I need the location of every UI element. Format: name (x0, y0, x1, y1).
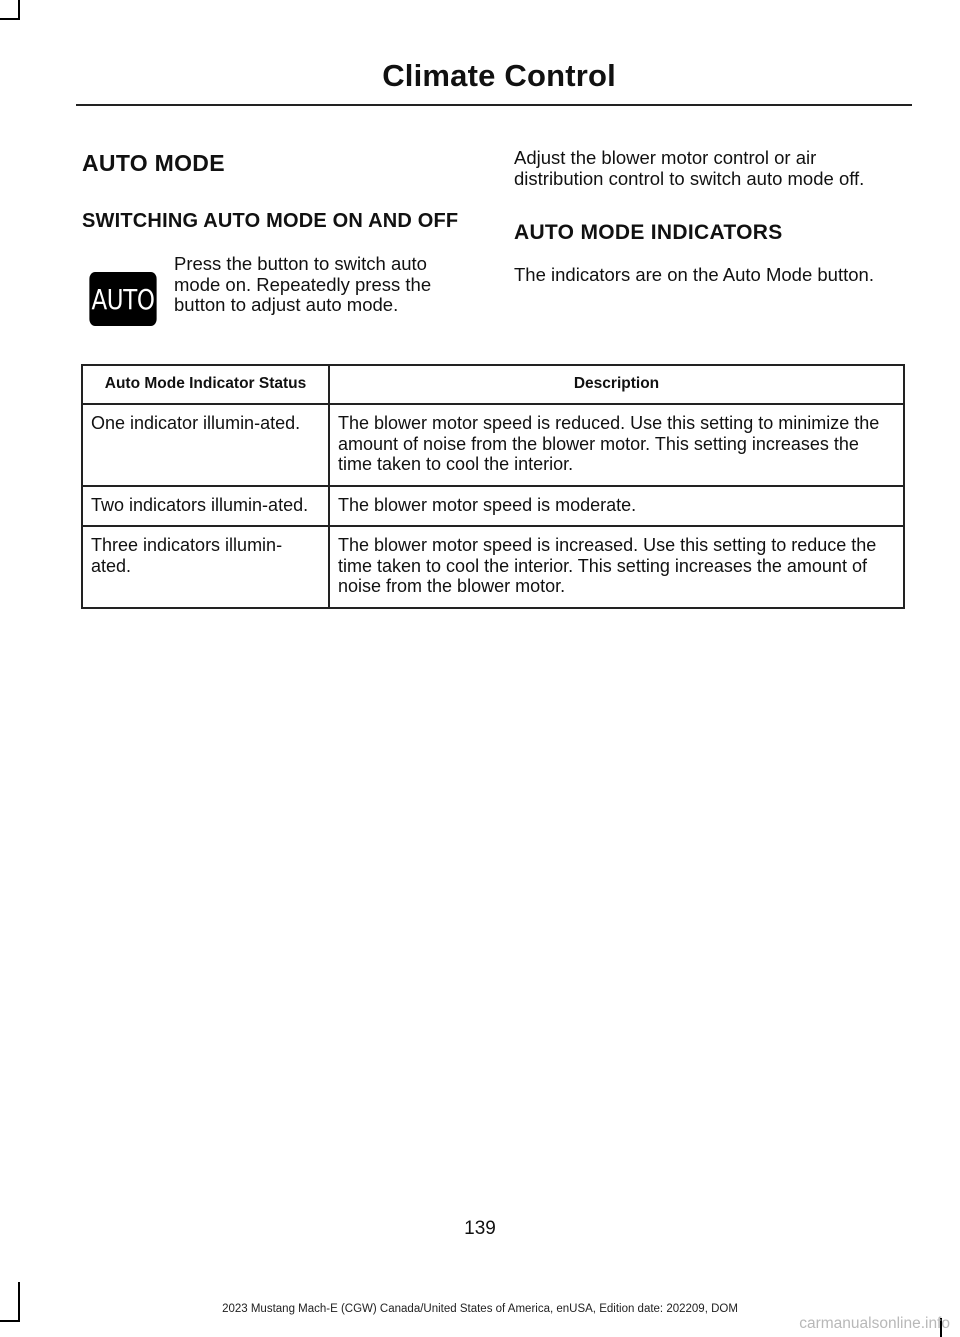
auto-mode-off-text: Adjust the blower motor control or air distribution control to switch auto mode off. (514, 147, 865, 189)
crop-mark (0, 1320, 20, 1322)
indicators-text: The indicators are on the Auto Mode button. (514, 264, 874, 285)
description-cell: The blower motor speed is increased. Use this setting to reduce the time taken to cool the interior. This setting increases the amount of noise from the blower motor. (329, 526, 904, 608)
page-number: 139 (464, 1218, 496, 1239)
table-header-row (82, 365, 904, 404)
crop-mark (18, 0, 20, 20)
auto-mode-instructions: Press the button to switch auto mode on. Repeatedly press the button to adjust auto mode. (174, 253, 432, 315)
watermark: carmanualsonline.info (799, 1315, 950, 1332)
indicators-title: AUTO MODE INDICATORS (514, 221, 783, 244)
page-title: Climate Control (382, 58, 616, 93)
column-header-status: Auto Mode Indicator Status (82, 365, 329, 404)
section-title: AUTO MODE (82, 150, 225, 176)
header-divider (76, 104, 912, 106)
indicator-table (81, 364, 905, 609)
auto-button-icon: AUTO (89, 272, 156, 326)
status-cell: Two indicators illumin-ated. (82, 486, 329, 527)
table-row (82, 526, 904, 608)
status-cell: Three indicators illumin-ated. (82, 526, 329, 608)
description-cell: The blower motor speed is moderate. (329, 486, 904, 527)
crop-mark (0, 18, 20, 20)
table-row (82, 404, 904, 486)
status-cell: One indicator illumin-ated. (82, 404, 329, 486)
right-column (514, 148, 906, 286)
subsection-title: SWITCHING AUTO MODE ON AND OFF (82, 210, 459, 232)
table-row (82, 486, 904, 527)
column-header-description: Description (329, 365, 904, 404)
description-cell: The blower motor speed is reduced. Use this setting to minimize the amount of noise from the blower motor. This setting increases the time taken to cool the interior. (329, 404, 904, 486)
footer-edition-info: 2023 Mustang Mach-E (CGW) Canada/United States of America, enUSA, Edition date: 202209, DOM (222, 1303, 738, 1315)
crop-mark (18, 1282, 20, 1322)
